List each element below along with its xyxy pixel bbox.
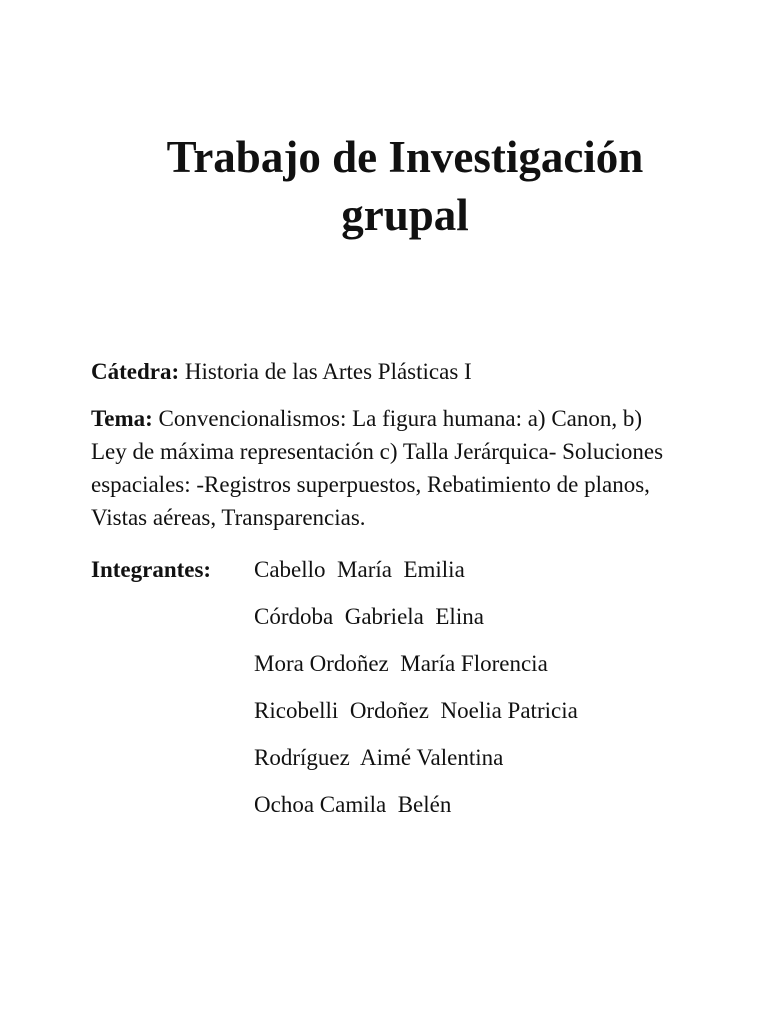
member-name: Ricobelli Ordoñez Noelia Patricia [254, 698, 578, 723]
title-line-2: grupal [341, 190, 469, 240]
tema-value: Convencionalismos: La figura humana: a) Canon, b) Ley de máxima representación c) Talla Jerárquica- Soluciones espaciales: -Registros superpuestos, Rebatimiento de planos, Vistas aéreas, Transparencias. [91, 406, 664, 530]
member-name: Cabello María Emilia [254, 557, 465, 582]
integrantes-label: Integrantes: [91, 557, 212, 582]
tema-label: Tema: [91, 406, 153, 431]
member-name: Mora Ordoñez María Florencia [254, 651, 548, 676]
catedra-field [91, 355, 681, 388]
member-name: Rodríguez Aimé Valentina [254, 745, 504, 770]
catedra-label: Cátedra: [91, 359, 180, 384]
members-list [254, 553, 578, 835]
catedra-value: Historia de las Artes Plásticas I [184, 359, 472, 384]
member-name: Ochoa Camila Belén [254, 792, 452, 817]
title-line-1: Trabajo de Investigación [166, 132, 644, 182]
document-title [40, 128, 768, 244]
member-name: Córdoba Gabriela Elina [254, 604, 484, 629]
tema-field [91, 402, 681, 534]
